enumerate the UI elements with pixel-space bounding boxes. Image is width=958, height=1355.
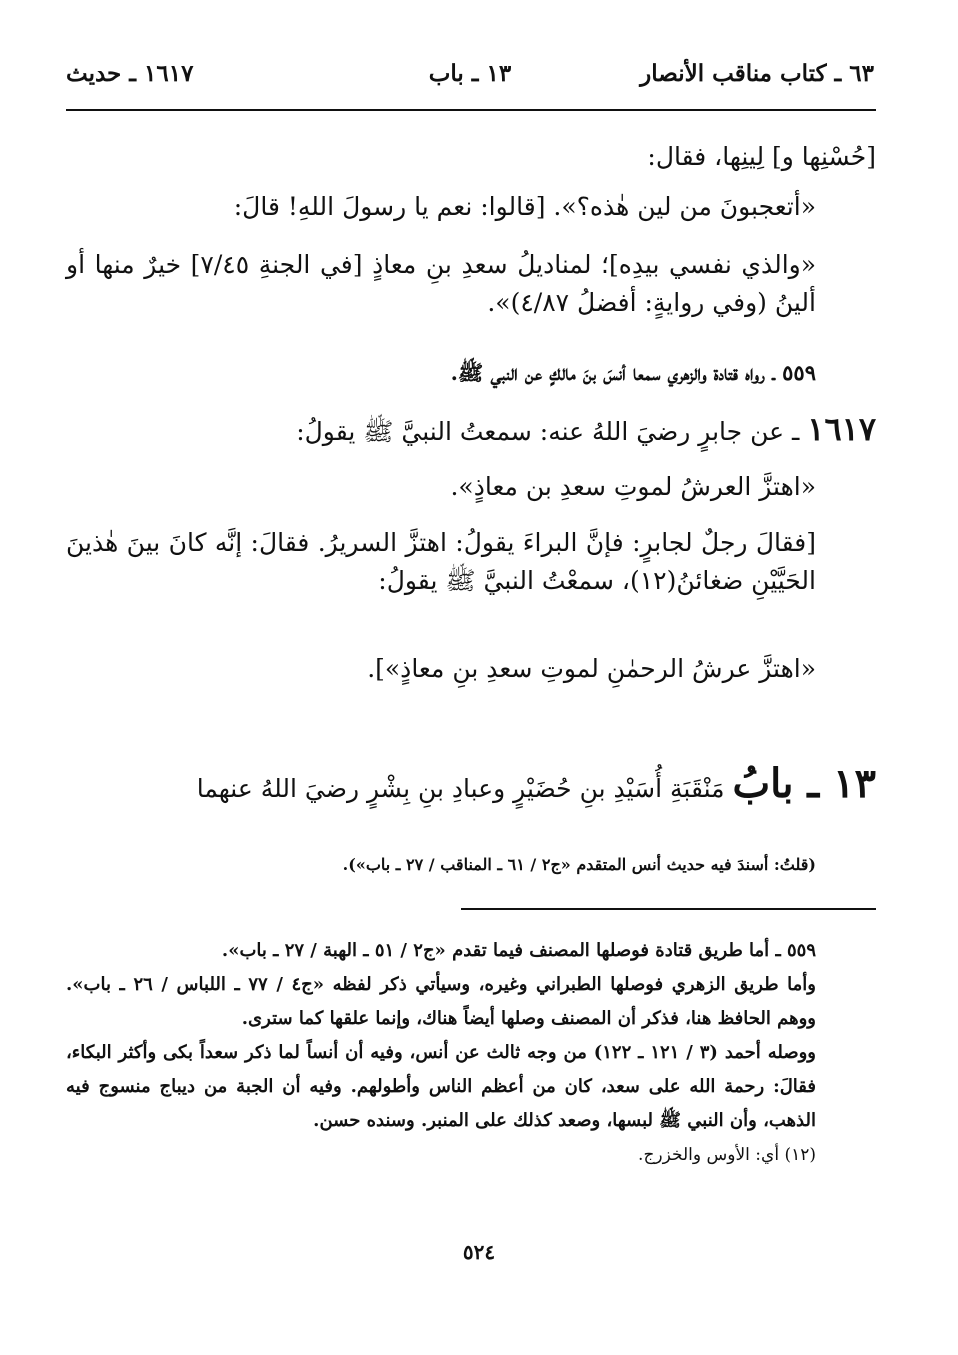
- header-hadith-number: ١٦١٧ ـ حديث: [66, 60, 194, 87]
- header-chapter: ١٣ ـ باب: [428, 60, 512, 87]
- hadith-number: ١٦١٧: [807, 410, 876, 448]
- header-rule: [66, 109, 876, 111]
- chapter-subtitle: مَنْقَبَةِ أُسَيْدِ بنِ حُضَيْرٍ وعبادِ بنِ بِشْرٍ رضيَ اللهُ عنهما: [196, 774, 733, 803]
- hadith-intro: ـ عن جابرٍ رضيَ اللهُ عنه: سمعتُ النبيَّ ﷺ يقولُ:: [296, 417, 808, 446]
- footnote-paragraph: ٥٥٩ ـ أما طريق قتادة فوصلها المصنف فيما تقدم «ج٢ / ٥١ ـ الهبة / ٢٧ ـ باب».: [221, 940, 816, 961]
- page-number: ٥٢٤: [462, 1240, 496, 1264]
- footnotes: [66, 934, 876, 1172]
- chapter-heading: [66, 760, 876, 830]
- text-line: [حُسْنِها و] لِينِها، فقال:: [647, 142, 876, 171]
- hadith-heading: [66, 410, 876, 468]
- chapter-title: ١٣ ـ بابُ: [732, 760, 876, 807]
- main-text: [66, 138, 876, 712]
- footnote-paragraph: ووصله أحمد (٣ / ١٢١ ـ ١٢٢) من وجه ثالث عن أنس، وفيه أن أنساً لما ذكر سعداً بكى وأكثر البكاء، فقالَ: رحمة الله على سعد، كان من أعظم الناس وأطولهم. وفيه أن الجبة من ديباج منسوج فيه الذهب، وأن النبي ﷺ لبسها، وصعد كذلك على المنبر. وسنده حسن.: [66, 1042, 816, 1131]
- text-line: «والذي نفسي بيدِه]؛ لمناديلُ سعدِ بنِ معاذٍ [في الجنةِ ٧/٤٥] خيرٌ منها أو ألينُ (وفي روايةٍ: أفضلُ ٤/٨٧)».: [66, 250, 817, 317]
- footnote-paragraph: وأما طريق الزهري فوصلها الطبراني وغيره، وسيأتي ذكر لفظه «ج٤ / ٧٧ ـ اللباس / ٢٦ ـ باب». ووهم الحافظ هنا، فذكر أن المصنف وصلها أيضاً هناك، وإنما علقها كما سترى.: [66, 974, 816, 1029]
- text-line: «اهتزَّ عرشُ الرحمٰنِ لموتِ سعدِ بنِ معاذٍ»].: [367, 654, 816, 683]
- commentary-line: ٥٥٩ ـ رواه قتادة والزهري سمعا أنسَ بنَ مالكٍ عن النبي ﷺ.: [450, 360, 816, 385]
- footnote-rule: [461, 908, 876, 910]
- text-line: «اهتزَّ العرشُ لموتِ سعدِ بن معاذٍ».: [450, 472, 816, 501]
- footnote-paragraph: (١٢) أي: الأوس والخزرج.: [638, 1145, 816, 1165]
- editor-note: (قلتُ: أسندَ فيه حديث أنس المتقدم «ج٢ / ٦١ ـ المناقب / ٢٧ ـ باب»).: [342, 855, 816, 874]
- text-line: «أتعجبونَ من لين هٰذه؟». [قالوا: نعم يا رسولَ اللهِ! قالَ:: [233, 192, 816, 221]
- running-header: [66, 60, 874, 96]
- header-book-title: ٦٣ ـ كتاب مناقب الأنصار: [640, 60, 874, 87]
- text-line: [فقالَ رجلٌ لجابرٍ: فإنَّ البراءَ يقولُ: اهتزَّ السريرُ. فقالَ: إنَّه كانَ بينَ هٰذينَ الحَيَّيْنِ ضغائنُ(١٢)، سمعْتُ النبيَّ ﷺ يقولُ:: [66, 528, 816, 595]
